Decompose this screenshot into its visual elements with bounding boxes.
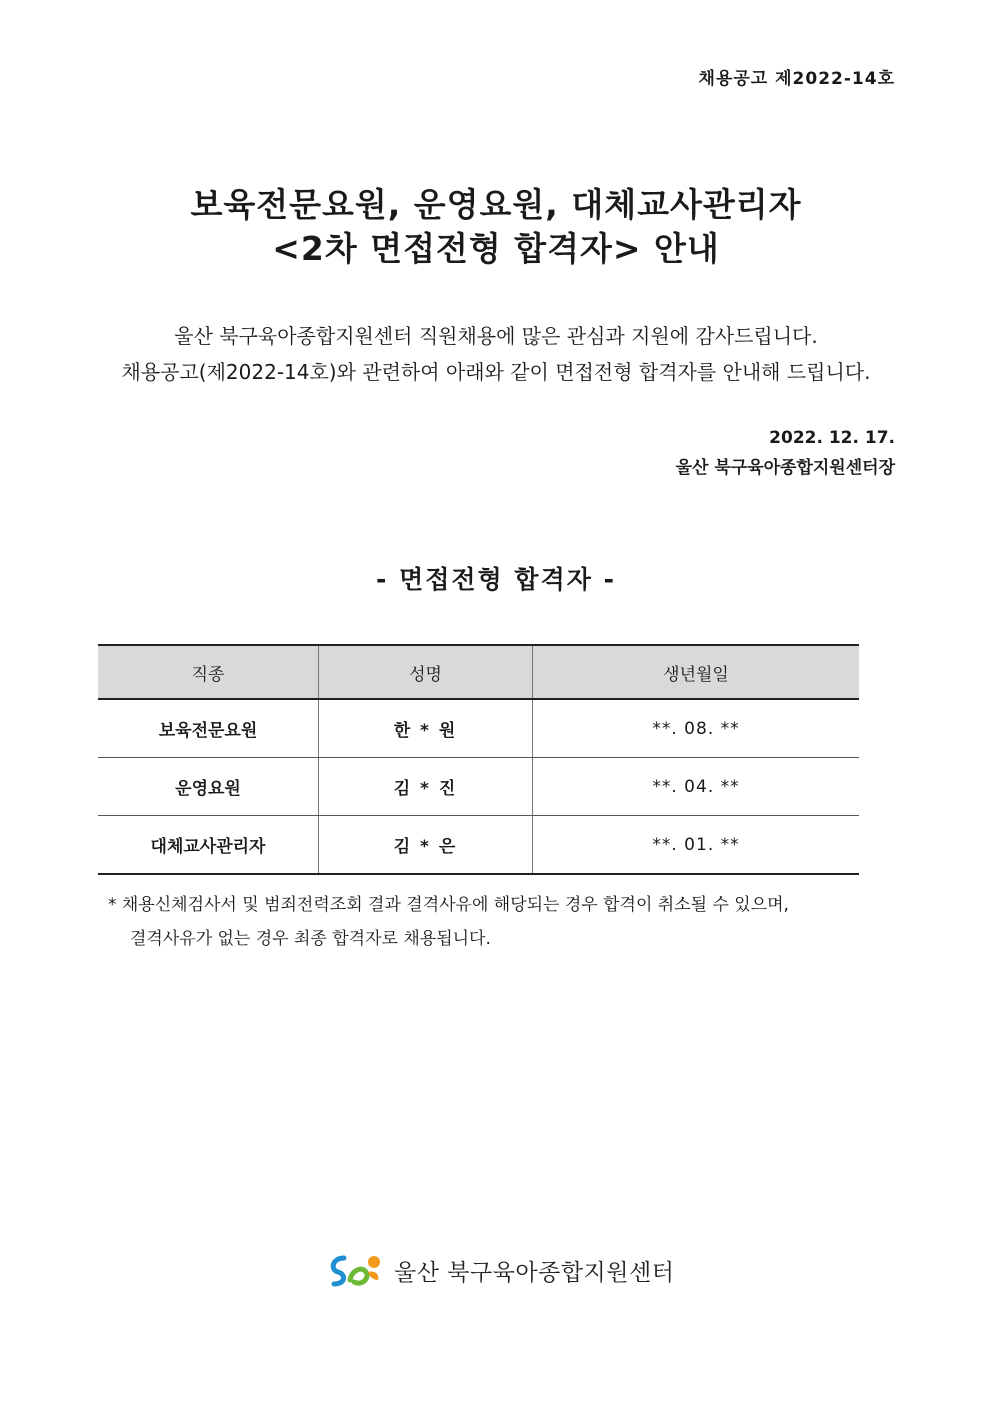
issue-date: 2022. 12. 17. (769, 428, 895, 448)
cell-birthdate: **. 01. ** (533, 816, 860, 875)
footnote (108, 888, 908, 956)
section-title: - 면접전형 합격자 - (376, 565, 616, 594)
cell-name: 김 * 진 (319, 758, 533, 816)
cell-birthdate: **. 08. ** (533, 699, 860, 758)
table-row (98, 758, 859, 816)
document-title (0, 183, 992, 271)
logo-swirl-green (350, 1269, 367, 1283)
logo-dot-orange (368, 1256, 380, 1268)
footnote-line-1: * 채용신체검사서 및 범죄전력조회 결과 결격사유에 해당되는 경우 합격이 취소될 수 있으며, (108, 895, 789, 915)
header-name: 성명 (319, 645, 533, 699)
title-line-2: <2차 면접전형 합격자> 안내 (272, 229, 720, 268)
logo-swirl-blue (333, 1258, 344, 1284)
issuer-name: 울산 북구육아종합지원센터장 (675, 458, 895, 478)
header-role: 직종 (98, 645, 319, 699)
footnote-line-2: 결격사유가 없는 경우 최종 합격자로 채용됩니다. (130, 929, 491, 949)
cell-name: 한 * 원 (319, 699, 533, 758)
cell-name: 김 * 은 (319, 816, 533, 875)
signature-block (676, 423, 895, 483)
center-logo-icon (328, 1250, 386, 1290)
center-logo (328, 1250, 674, 1290)
table-header-row (98, 645, 859, 699)
cell-role: 운영요원 (98, 758, 319, 816)
cell-role: 보육전문요원 (98, 699, 319, 758)
cell-birthdate: **. 04. ** (533, 758, 860, 816)
results-table (98, 644, 859, 875)
header-birthdate: 생년월일 (533, 645, 860, 699)
intro-paragraph (0, 318, 992, 390)
intro-line-1: 울산 북구육아종합지원센터 직원채용에 많은 관심과 지원에 감사드립니다. (174, 324, 818, 348)
intro-line-2: 채용공고(제2022-14호)와 관련하여 아래와 같이 면접전형 합격자를 안내해 드립니다. (121, 360, 871, 384)
notice-number: 채용공고 제2022-14호 (698, 69, 895, 89)
cell-role: 대체교사관리자 (98, 816, 319, 875)
center-logo-text: 울산 북구육아종합지원센터 (394, 1259, 675, 1286)
title-line-1: 보육전문요원, 운영요원, 대체교사관리자 (190, 185, 802, 224)
table-row (98, 816, 859, 875)
table-row (98, 699, 859, 758)
